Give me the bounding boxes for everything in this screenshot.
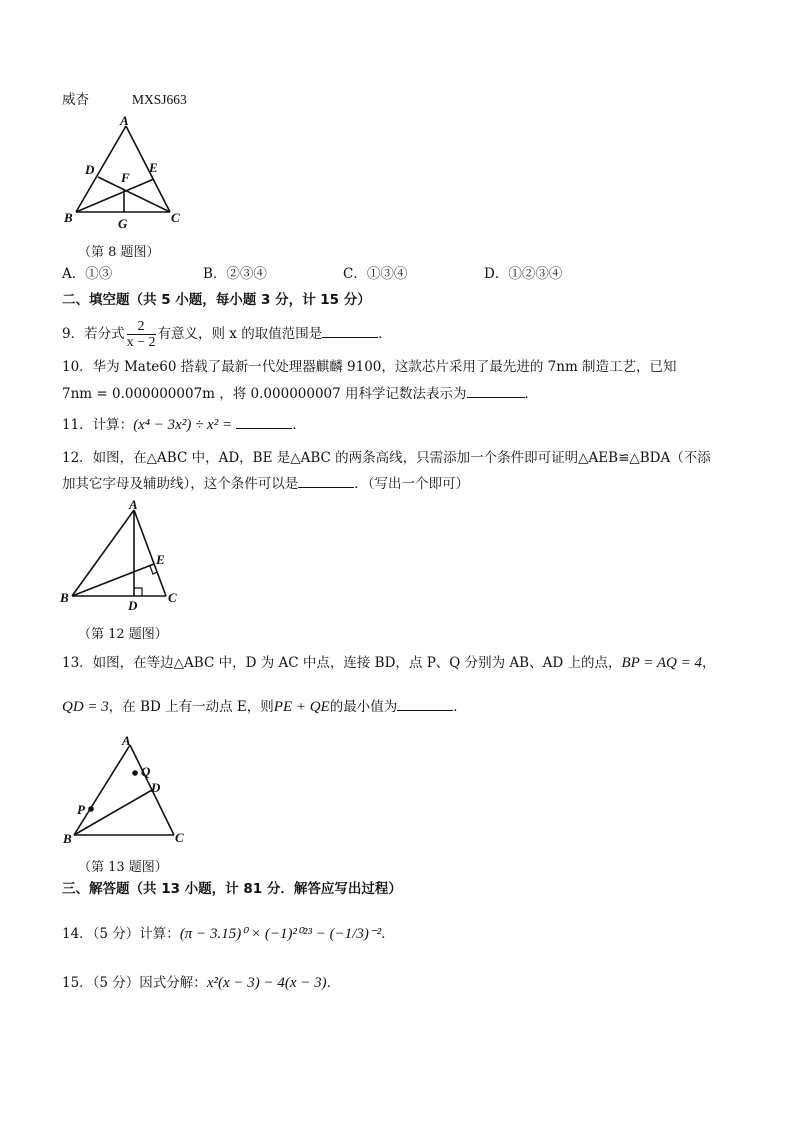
q9-fraction xyxy=(127,319,156,350)
fig12-caption: （第 12 题图） xyxy=(78,627,168,642)
q12-line1: 12．如图，在△ABC 中，AD，BE 是△ABC 的两条高线，只需添加一个条件即可证明△AEB≌△BDA（不添 xyxy=(62,450,711,466)
q13-line2-text: ，在 BD 上有一动点 E，则 xyxy=(108,699,274,715)
q10-answer-blank xyxy=(467,384,525,398)
q8-option-d: D．①②③④ xyxy=(484,266,563,282)
figure-8-diagram xyxy=(58,112,188,232)
header-code: MXSJ663 xyxy=(132,92,187,107)
fig13-label-P: P xyxy=(77,802,85,817)
q13-line2-suffix: 的最小值为 xyxy=(329,699,398,715)
q13-answer-blank xyxy=(397,697,453,711)
fig12-label-B: B xyxy=(60,590,69,605)
q14-expression: (π − 3.15)⁰ × (−1)²⁰²³ − (−1/3)⁻² xyxy=(179,926,382,942)
q14-prefix: 14．（5 分）计算： xyxy=(62,926,180,942)
q10-line2 xyxy=(62,384,538,403)
fig13-label-B: B xyxy=(63,831,72,846)
question-11 xyxy=(62,415,306,434)
section2-title: 二、填空题（共 5 小题，每小题 3 分，计 15 分） xyxy=(62,292,371,308)
fig13-point-P xyxy=(88,806,94,812)
fig13-caption: （第 13 题图） xyxy=(78,860,168,875)
q13-line2-math: QD = 3 xyxy=(62,699,109,715)
figure-12-diagram xyxy=(58,498,188,618)
q13-end: ． xyxy=(453,699,467,715)
q11-expression: (x⁴ − 3x²) ÷ x² = xyxy=(133,417,233,433)
q9-end: ． xyxy=(378,326,392,342)
fig12-label-D: D xyxy=(128,598,138,613)
fig13-label-Q: Q xyxy=(141,764,151,779)
q10-line1: 10．华为 Mate60 搭载了最新一代处理器麒麟 9100，这款芯片采用了最先进的 7nm 制造工艺，已知 xyxy=(62,359,677,375)
q8-option-b: B．②③④ xyxy=(203,266,267,282)
q13-line2-math2: PE + QE xyxy=(273,699,330,715)
q10-end: ． xyxy=(524,386,539,402)
figure-13-diagram xyxy=(58,731,198,853)
fig12-label-A: A xyxy=(129,498,138,512)
q8-option-a: A．①③ xyxy=(62,266,113,282)
fig8-caption: （第 8 题图） xyxy=(78,245,160,260)
q13-line1-math: BP = AQ = 4 xyxy=(621,655,703,671)
fig8-label-G: G xyxy=(118,216,128,231)
question-15 xyxy=(62,974,340,992)
q11-answer-blank xyxy=(236,415,292,429)
q11-end: ． xyxy=(292,417,306,433)
fig8-label-D: D xyxy=(85,162,95,177)
q9-suffix: 有意义，则 x 的取值范围是 xyxy=(157,326,323,342)
q11-prefix: 11．计算： xyxy=(62,417,134,433)
fig13-label-C: C xyxy=(175,830,184,845)
fig8-label-B: B xyxy=(64,210,73,225)
fig13-label-A: A xyxy=(122,733,131,748)
q10-line2-text: 7nm = 0.000000007m ，将 0.000000007 用科学记数法表示为 xyxy=(62,386,467,402)
fig12-label-C: C xyxy=(168,590,177,605)
q12-line2 xyxy=(62,474,469,493)
q15-prefix: 15．（5 分）因式分解： xyxy=(62,975,207,991)
fig8-label-A: A xyxy=(120,113,129,128)
q9-numerator: 2 xyxy=(127,319,156,335)
section3-title: 三、解答题（共 13 小题，计 81 分．解答应写出过程） xyxy=(62,881,402,897)
q13-line1-end: ， xyxy=(702,655,716,671)
q9-prefix: 9．若分式 xyxy=(62,326,125,342)
q15-expression: x²(x − 3) − 4(x − 3) xyxy=(206,975,327,991)
fig8-label-C: C xyxy=(171,210,180,225)
q9-denominator: x − 2 xyxy=(126,335,156,350)
fig13-label-D: D xyxy=(151,780,161,795)
fig12-label-E: E xyxy=(156,552,165,567)
q15-end: ． xyxy=(326,975,341,991)
q13-line1-text: 13．如图，在等边△ABC 中，D 为 AC 中点，连接 BD，点 P、Q 分别为 AB、AD 上的点， xyxy=(62,655,622,671)
q13-line1 xyxy=(62,654,716,672)
q8-option-c: C．①③④ xyxy=(343,266,408,282)
fig13-point-Q xyxy=(132,770,138,776)
fig8-label-F: F xyxy=(121,170,130,185)
q12-line2-suffix: ．（写出一个即可） xyxy=(354,476,469,492)
q12-line2-text: 加其它字母及辅助线），这个条件可以是 xyxy=(62,476,299,492)
q14-end: ． xyxy=(381,926,395,942)
question-9 xyxy=(62,318,392,350)
q9-answer-blank xyxy=(322,324,378,338)
q13-line2 xyxy=(62,697,467,716)
fig8-label-E: E xyxy=(149,160,158,175)
q12-answer-blank xyxy=(298,474,354,488)
question-14 xyxy=(62,925,395,943)
header-author: 威杏 xyxy=(62,92,89,108)
